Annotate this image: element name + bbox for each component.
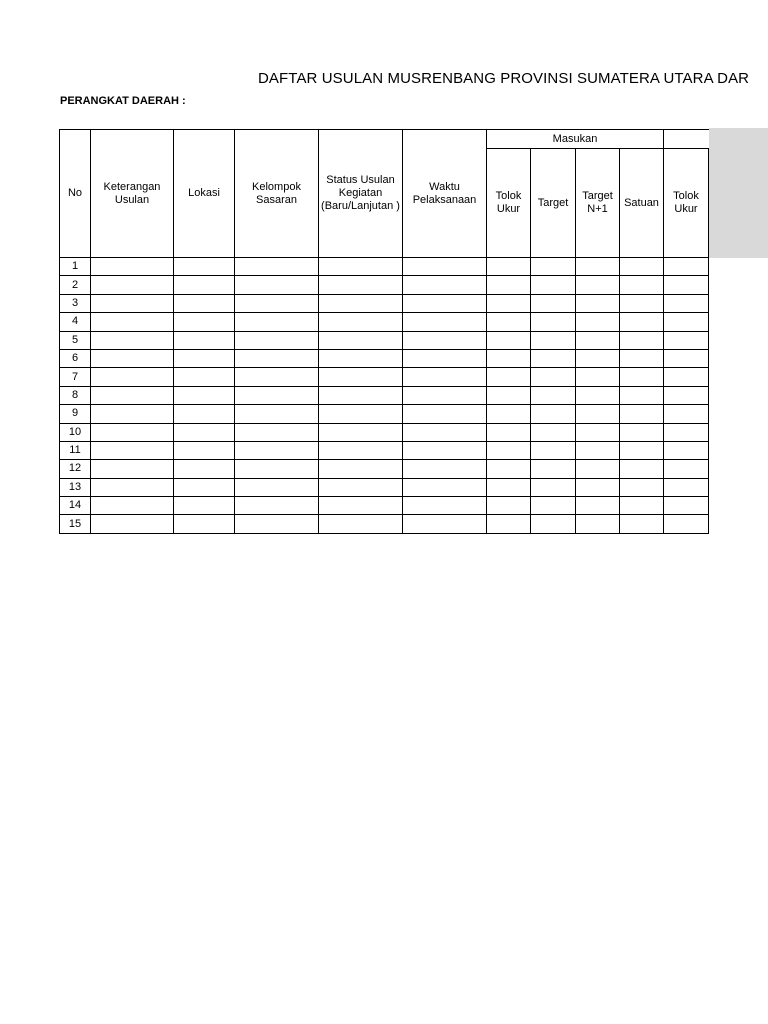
table-cell[interactable] (319, 313, 403, 331)
table-cell[interactable] (531, 258, 576, 276)
table-cell[interactable] (319, 276, 403, 294)
document-title: DAFTAR USULAN MUSRENBANG PROVINSI SUMATERA UTARA DAR (258, 70, 750, 87)
row-number: 5 (60, 331, 91, 349)
table-cell[interactable] (531, 368, 576, 386)
table-row (60, 405, 709, 423)
table-cell[interactable] (235, 331, 319, 349)
table-cell[interactable] (620, 294, 664, 312)
table-cell[interactable] (91, 276, 174, 294)
table-cell[interactable] (235, 405, 319, 423)
table-cell[interactable] (664, 294, 709, 312)
table-cell[interactable] (531, 441, 576, 459)
proposal-table (59, 129, 709, 534)
table-cell[interactable] (487, 441, 531, 459)
table-cell[interactable] (235, 386, 319, 404)
table-cell[interactable] (620, 441, 664, 459)
table-row (60, 423, 709, 441)
table-cell[interactable] (91, 313, 174, 331)
table-cell[interactable] (620, 405, 664, 423)
table-cell[interactable] (403, 405, 487, 423)
table-cell[interactable] (620, 515, 664, 533)
table-cell[interactable] (576, 497, 620, 515)
table-cell[interactable] (174, 423, 235, 441)
table-cell[interactable] (487, 294, 531, 312)
table-cell[interactable] (487, 313, 531, 331)
table-row (60, 460, 709, 478)
table-cell[interactable] (620, 313, 664, 331)
table-cell[interactable] (664, 349, 709, 367)
row-number: 13 (60, 478, 91, 496)
table-row (60, 368, 709, 386)
table-cell[interactable] (91, 405, 174, 423)
table-cell[interactable] (576, 515, 620, 533)
table-cell[interactable] (319, 441, 403, 459)
table-cell[interactable] (487, 386, 531, 404)
table-cell[interactable] (235, 313, 319, 331)
table-cell[interactable] (91, 515, 174, 533)
table-cell[interactable] (235, 460, 319, 478)
table-cell[interactable] (576, 276, 620, 294)
header-kelompok-sasaran: Kelompok Sasaran (235, 130, 319, 258)
table-cell[interactable] (403, 386, 487, 404)
table-cell[interactable] (174, 497, 235, 515)
table-cell[interactable] (664, 460, 709, 478)
table-cell[interactable] (403, 441, 487, 459)
table-cell[interactable] (91, 258, 174, 276)
table-cell[interactable] (487, 405, 531, 423)
table-cell[interactable] (403, 515, 487, 533)
header-tolok-ukur-2: Tolok Ukur (664, 149, 709, 258)
table-cell[interactable] (235, 349, 319, 367)
table-cell[interactable] (664, 258, 709, 276)
table-cell[interactable] (487, 515, 531, 533)
table-cell[interactable] (91, 423, 174, 441)
table-row (60, 331, 709, 349)
row-number: 10 (60, 423, 91, 441)
table-cell[interactable] (91, 368, 174, 386)
table-cell[interactable] (487, 460, 531, 478)
table-cell[interactable] (174, 258, 235, 276)
row-number: 8 (60, 386, 91, 404)
table-cell[interactable] (531, 460, 576, 478)
table-cell[interactable] (576, 478, 620, 496)
table-cell[interactable] (319, 258, 403, 276)
table-cell[interactable] (487, 497, 531, 515)
table-cell[interactable] (403, 460, 487, 478)
table-cell[interactable] (235, 423, 319, 441)
table-cell[interactable] (174, 460, 235, 478)
table-cell[interactable] (235, 497, 319, 515)
row-number: 12 (60, 460, 91, 478)
table-cell[interactable] (319, 349, 403, 367)
table-cell[interactable] (576, 294, 620, 312)
table-cell[interactable] (576, 405, 620, 423)
table-header-row (60, 130, 709, 149)
table-cell[interactable] (531, 423, 576, 441)
table-cell[interactable] (487, 423, 531, 441)
header-target-n1: Target N+1 (576, 149, 620, 258)
table-cell[interactable] (664, 331, 709, 349)
table-cell[interactable] (664, 441, 709, 459)
table-cell[interactable] (91, 441, 174, 459)
table-cell[interactable] (319, 386, 403, 404)
table-cell[interactable] (576, 331, 620, 349)
table-cell[interactable] (576, 423, 620, 441)
table-cell[interactable] (620, 349, 664, 367)
table-cell[interactable] (174, 331, 235, 349)
table-row (60, 276, 709, 294)
header-no: No (60, 130, 91, 258)
table-cell[interactable] (620, 276, 664, 294)
table-row (60, 349, 709, 367)
header-tolok-ukur: Tolok Ukur (487, 149, 531, 258)
table-cell[interactable] (487, 276, 531, 294)
table-cell[interactable] (235, 441, 319, 459)
table-cell[interactable] (664, 386, 709, 404)
header-target: Target (531, 149, 576, 258)
header-satuan: Satuan (620, 149, 664, 258)
header-masukan-group: Masukan (487, 130, 664, 149)
table-cell[interactable] (576, 441, 620, 459)
table-cell[interactable] (531, 497, 576, 515)
row-number: 7 (60, 368, 91, 386)
table-row (60, 313, 709, 331)
row-number: 6 (60, 349, 91, 367)
table-cell[interactable] (174, 441, 235, 459)
table-row (60, 478, 709, 496)
table-cell[interactable] (174, 515, 235, 533)
table-cell[interactable] (319, 423, 403, 441)
table-cell[interactable] (664, 276, 709, 294)
table-cell[interactable] (235, 368, 319, 386)
table-cell[interactable] (319, 294, 403, 312)
table-cell[interactable] (487, 258, 531, 276)
table-cell[interactable] (620, 478, 664, 496)
table-cell[interactable] (174, 368, 235, 386)
table-cell[interactable] (576, 368, 620, 386)
department-label: PERANGKAT DAERAH : (60, 95, 186, 107)
table-cell[interactable] (487, 331, 531, 349)
table-cell[interactable] (531, 478, 576, 496)
table-cell[interactable] (531, 294, 576, 312)
table-cell[interactable] (174, 294, 235, 312)
table-cell[interactable] (319, 478, 403, 496)
table-cell[interactable] (487, 349, 531, 367)
table-cell[interactable] (664, 313, 709, 331)
table-cell[interactable] (174, 276, 235, 294)
row-number: 14 (60, 497, 91, 515)
table-cell[interactable] (620, 368, 664, 386)
table-cell[interactable] (91, 349, 174, 367)
table-row (60, 441, 709, 459)
header-keterangan-usulan: Keterangan Usulan (91, 130, 174, 258)
table-cell[interactable] (174, 478, 235, 496)
table-cell[interactable] (319, 515, 403, 533)
table-cell[interactable] (664, 423, 709, 441)
table-row (60, 386, 709, 404)
table-cell[interactable] (620, 423, 664, 441)
table-cell[interactable] (620, 460, 664, 478)
table-cell[interactable] (91, 294, 174, 312)
table-cell[interactable] (91, 460, 174, 478)
table-cell[interactable] (664, 478, 709, 496)
table-cell[interactable] (620, 258, 664, 276)
header-next-group (664, 130, 709, 149)
table-cell[interactable] (531, 331, 576, 349)
table-cell[interactable] (531, 515, 576, 533)
table-cell[interactable] (91, 478, 174, 496)
table-cell[interactable] (620, 386, 664, 404)
table-cell[interactable] (576, 386, 620, 404)
table-cell[interactable] (235, 478, 319, 496)
table-cell[interactable] (319, 331, 403, 349)
table-cell[interactable] (664, 497, 709, 515)
table-cell[interactable] (487, 478, 531, 496)
table-cell[interactable] (531, 386, 576, 404)
header-lokasi: Lokasi (174, 130, 235, 258)
table-cell[interactable] (576, 349, 620, 367)
row-number: 3 (60, 294, 91, 312)
table-cell[interactable] (403, 423, 487, 441)
table-row (60, 515, 709, 533)
table-cell[interactable] (403, 478, 487, 496)
table-cell[interactable] (319, 405, 403, 423)
table-cell[interactable] (235, 294, 319, 312)
table-cell[interactable] (235, 258, 319, 276)
table-cell[interactable] (576, 258, 620, 276)
table-row (60, 497, 709, 515)
row-number: 2 (60, 276, 91, 294)
table-cell[interactable] (664, 515, 709, 533)
table-cell[interactable] (531, 313, 576, 331)
table-cell[interactable] (403, 331, 487, 349)
table-cell[interactable] (91, 331, 174, 349)
table-cell[interactable] (531, 276, 576, 294)
row-number: 11 (60, 441, 91, 459)
table-cell[interactable] (174, 313, 235, 331)
table-cell[interactable] (576, 313, 620, 331)
table-cell[interactable] (487, 368, 531, 386)
table-cell[interactable] (531, 405, 576, 423)
table-cell[interactable] (235, 276, 319, 294)
table-row (60, 258, 709, 276)
header-status-usulan: Status Usulan Kegiatan (Baru/Lanjutan ) (319, 130, 403, 258)
shaded-header-area (709, 128, 768, 258)
row-number: 1 (60, 258, 91, 276)
table-cell[interactable] (576, 460, 620, 478)
table-cell[interactable] (403, 313, 487, 331)
table-cell[interactable] (403, 276, 487, 294)
header-waktu-pelaksanaan: Waktu Pelaksanaan (403, 130, 487, 258)
table-cell[interactable] (403, 294, 487, 312)
table-cell[interactable] (174, 405, 235, 423)
table-cell[interactable] (319, 368, 403, 386)
table-cell[interactable] (664, 405, 709, 423)
table-cell[interactable] (620, 497, 664, 515)
table-cell[interactable] (403, 368, 487, 386)
table-cell[interactable] (403, 258, 487, 276)
row-number: 15 (60, 515, 91, 533)
table-cell[interactable] (174, 386, 235, 404)
table-cell[interactable] (664, 368, 709, 386)
row-number: 9 (60, 405, 91, 423)
row-number: 4 (60, 313, 91, 331)
table-row (60, 294, 709, 312)
table-cell[interactable] (403, 497, 487, 515)
table-cell[interactable] (620, 331, 664, 349)
table-cell[interactable] (403, 349, 487, 367)
table-cell[interactable] (319, 460, 403, 478)
table-cell[interactable] (91, 497, 174, 515)
table-cell[interactable] (91, 386, 174, 404)
table-cell[interactable] (531, 349, 576, 367)
table-cell[interactable] (319, 497, 403, 515)
table-cell[interactable] (235, 515, 319, 533)
table-cell[interactable] (174, 349, 235, 367)
